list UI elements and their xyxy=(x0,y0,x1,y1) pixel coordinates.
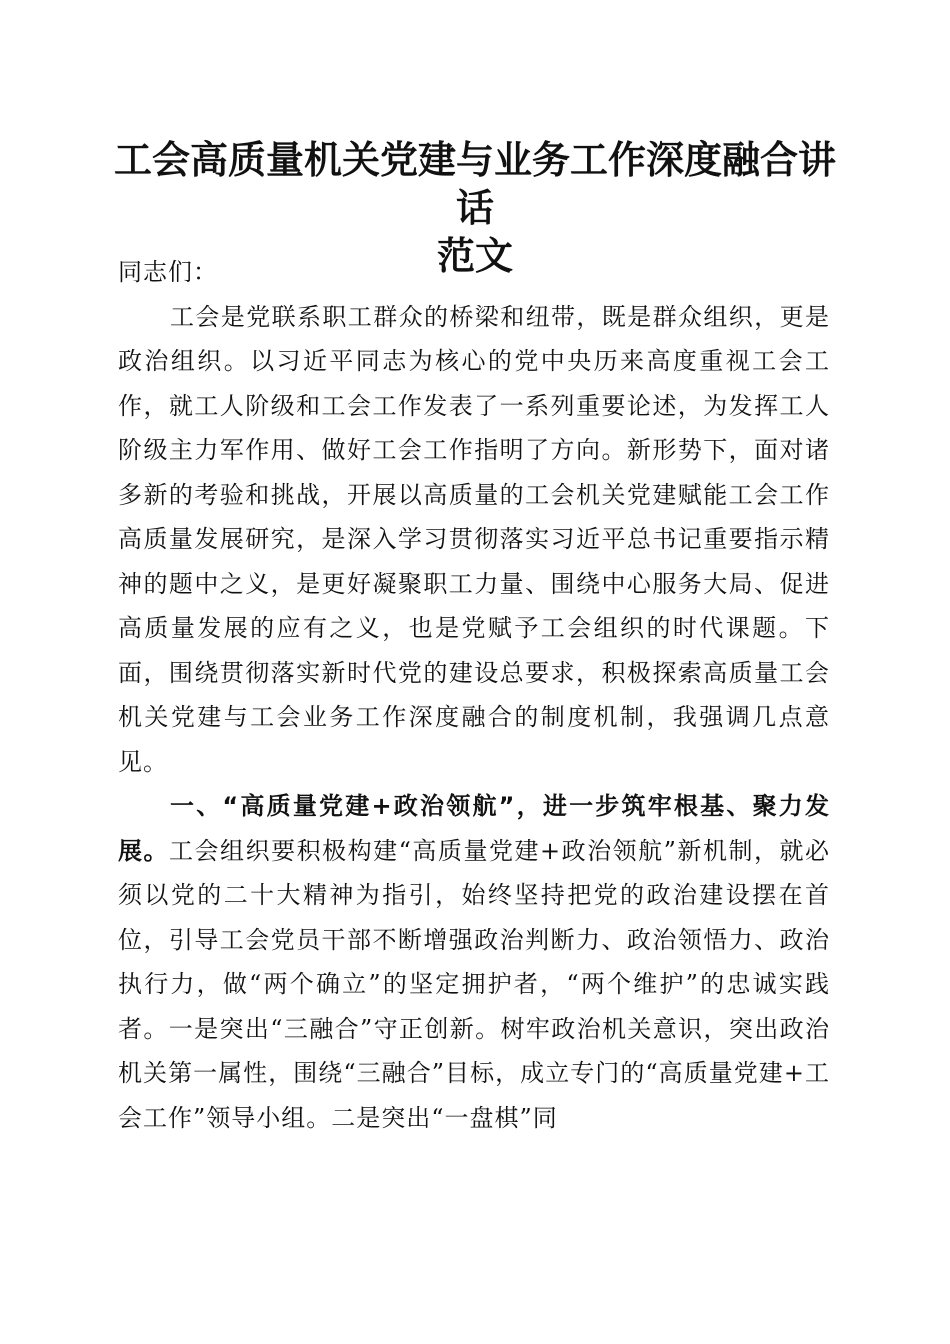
salutation: 同志们： xyxy=(118,258,218,286)
paragraph-intro: 工会是党联系职工群众的桥梁和纽带，既是群众组织，更是政治组织。以习近平同志为核心的党中央历来高度重视工会工作，就工人阶级和工会工作发表了一系列重要论述，为发挥工人阶级主力军作用、做好工会工作指明了方向。新形势下，面对诸多新的考验和挑战，开展以高质量的工会机关党建赋能工会工作高质量发展研究，是深入学习贯彻落实习近平总书记重要指示精神的题中之义，是更好凝聚职工力量、围绕中心服务大局、促进高质量发展的应有之义，也是党赋予工会组织的时代课题。下面，围绕贯彻落实新时代党的建设总要求，积极探索高质量工会机关党建与工会业务工作深度融合的制度机制，我强调几点意见。 xyxy=(118,302,830,776)
title-line-1: 工会高质量机关党建与业务工作深度融合讲话 xyxy=(113,137,836,230)
section-1-heading: 一、“高质量党建+政治领航”，进一步筑牢根基、聚力发展。 xyxy=(118,792,830,865)
paragraph-section-1 xyxy=(118,784,830,1140)
document-body xyxy=(118,250,830,1140)
section-1-body: 工会组织要积极构建“高质量党建+政治领航”新机制，就必须以党的二十大精神为指引，始终坚持把党的政治建设摆在首位，引导工会党员干部不断增强政治判断力、政治领悟力、政治执行力，做“两个确立”的坚定拥护者，“两个维护”的忠诚实践者。一是突出“三融合”守正创新。树牢政治机关意识，突出政治机关第一属性，围绕“三融合”目标，成立专门的“高质量党建+工会工作”领导小组。二是突出“一盘棋”同 xyxy=(118,836,830,1132)
title-line-2: 范文 xyxy=(436,233,513,278)
